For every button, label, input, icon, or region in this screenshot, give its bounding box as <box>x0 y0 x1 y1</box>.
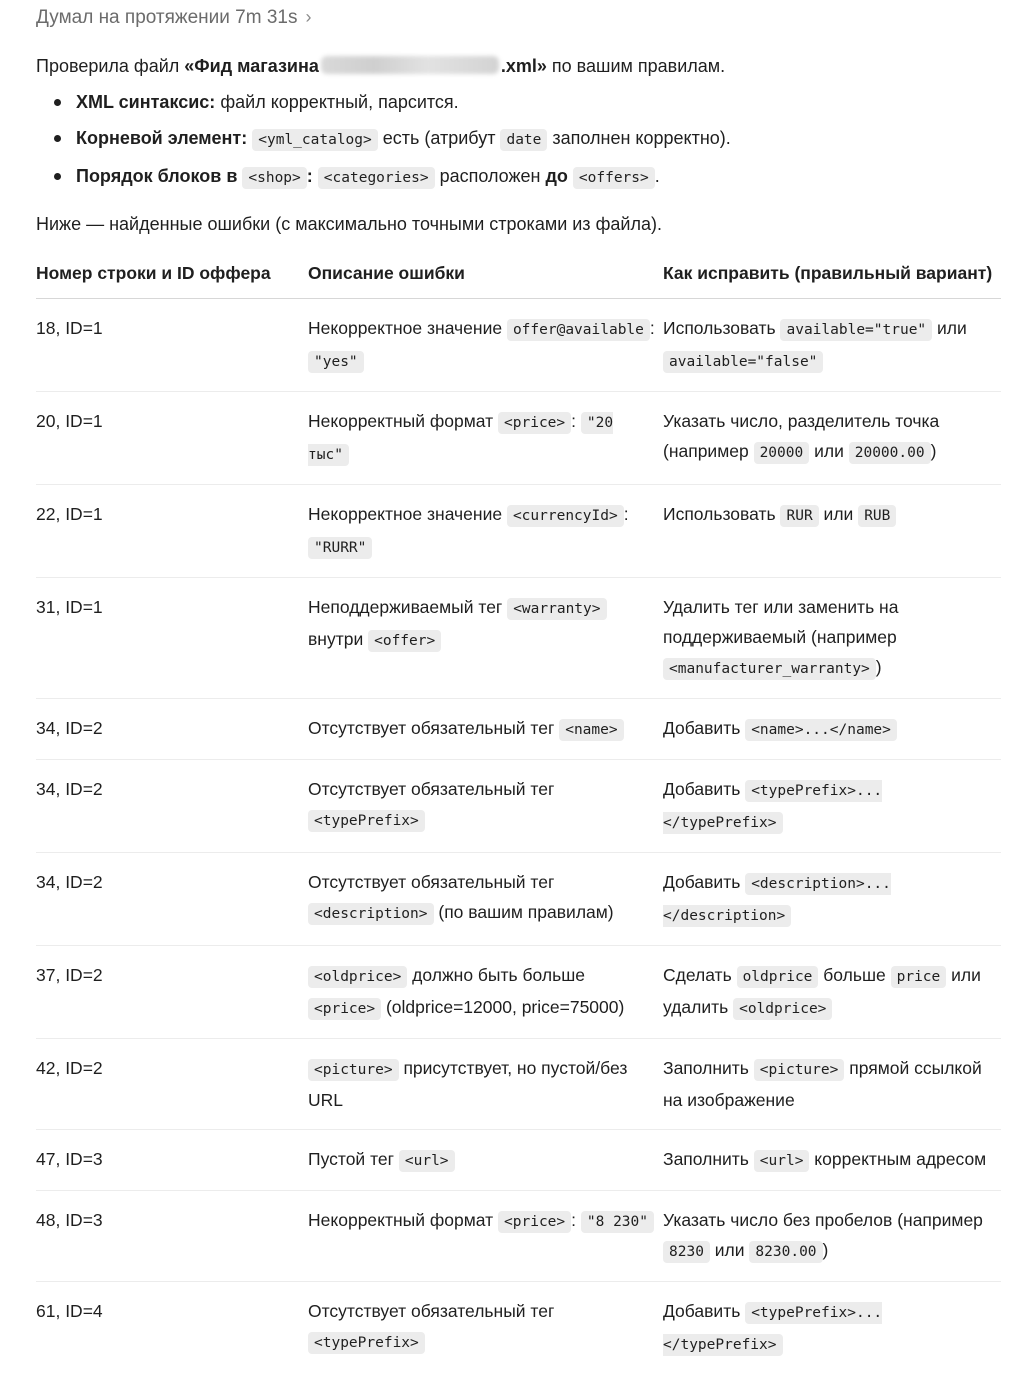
cell-fix <box>663 578 1001 699</box>
cell-description <box>308 946 663 1039</box>
cell-line-id: 34, ID=2 <box>36 760 308 853</box>
cell-text: ) <box>823 1240 829 1260</box>
inline-code: <typePrefix>...</typePrefix> <box>663 780 882 834</box>
cell-text: : <box>650 318 655 338</box>
inline-code: <shop> <box>242 167 306 189</box>
cell-fix <box>663 485 1001 578</box>
inline-code: <typePrefix> <box>308 1332 425 1354</box>
inline-code: <url> <box>754 1150 810 1172</box>
cell-text: (по вашим правилам) <box>434 902 614 922</box>
cell-text: Указать число, разделитель точка (например <box>663 411 939 461</box>
cell-fix <box>663 299 1001 392</box>
inline-code: <oldprice> <box>308 966 407 988</box>
inline-code: available="true" <box>780 319 932 341</box>
list-item <box>76 120 995 158</box>
inline-code: <picture> <box>308 1059 399 1081</box>
cell-text: Добавить <box>663 718 745 738</box>
cell-text: Добавить <box>663 779 745 799</box>
cell-text: присутствует, но пустой/без URL <box>308 1058 627 1110</box>
table-row <box>36 946 1001 1039</box>
inline-code: "yes" <box>308 351 364 373</box>
inline-code: <manufacturer_warranty> <box>663 658 876 680</box>
cell-fix <box>663 699 1001 760</box>
inline-code: 20000.00 <box>849 442 931 464</box>
inline-code: <typePrefix>...</typePrefix> <box>663 1302 882 1356</box>
intro-file-start: «Фид магазина <box>184 56 319 76</box>
inline-code: offer@available <box>507 319 650 341</box>
thinking-toggle[interactable] <box>36 0 995 36</box>
intro-paragraph <box>36 48 995 84</box>
table-row <box>36 1039 1001 1130</box>
inline-code: <offers> <box>573 167 655 189</box>
table-row <box>36 1282 1001 1374</box>
table-row <box>36 485 1001 578</box>
intro-prefix: Проверила файл <box>36 56 184 76</box>
cell-description <box>308 392 663 485</box>
inline-code: <price> <box>498 412 571 434</box>
inline-code: "20 тыс" <box>308 412 613 466</box>
cell-fix <box>663 392 1001 485</box>
cell-fix <box>663 1191 1001 1282</box>
bullet-bold: XML синтаксис: <box>76 92 215 112</box>
cell-text: Заполнить <box>663 1058 754 1078</box>
inline-code: 8230.00 <box>749 1241 822 1263</box>
inline-code: <name>...</name> <box>745 719 897 741</box>
cell-text: больше <box>818 965 890 985</box>
cell-text: Некорректное значение <box>308 504 507 524</box>
cell-line-id: 34, ID=2 <box>36 853 308 946</box>
bullet-bold: : <box>307 166 313 186</box>
cell-text: корректным адресом <box>809 1149 986 1169</box>
inline-code: <description> <box>308 903 434 925</box>
table-row <box>36 760 1001 853</box>
cell-text: : <box>624 504 629 524</box>
inline-code: 20000 <box>754 442 810 464</box>
inline-code: <url> <box>399 1150 455 1172</box>
cell-description <box>308 853 663 946</box>
cell-text: Сделать <box>663 965 737 985</box>
inline-code: price <box>891 966 947 988</box>
list-item <box>76 158 995 196</box>
cell-description <box>308 760 663 853</box>
inline-code: RUR <box>780 505 818 527</box>
column-header-description: Описание ошибки <box>308 248 663 299</box>
cell-description <box>308 1282 663 1374</box>
inline-code: <yml_catalog> <box>252 129 378 151</box>
cell-description <box>308 299 663 392</box>
cell-text: Отсутствует обязательный тег <box>308 779 554 799</box>
inline-code: <price> <box>498 1211 571 1233</box>
cell-text: Некорректный формат <box>308 411 498 431</box>
inline-code: <offer> <box>368 630 441 652</box>
inline-code: <price> <box>308 998 381 1020</box>
bullet-text: расположен <box>435 166 546 186</box>
cell-text: Отсутствует обязательный тег <box>308 718 559 738</box>
cell-fix <box>663 946 1001 1039</box>
cell-line-id: 34, ID=2 <box>36 699 308 760</box>
cell-text: Заполнить <box>663 1149 754 1169</box>
table-row <box>36 392 1001 485</box>
bullet-bold: Корневой элемент: <box>76 128 247 148</box>
redacted-blur <box>321 56 499 74</box>
cell-text: Некорректный формат <box>308 1210 498 1230</box>
cell-description <box>308 699 663 760</box>
table-row <box>36 699 1001 760</box>
cell-text: : <box>571 411 581 431</box>
cell-text: Использовать <box>663 318 780 338</box>
table-row <box>36 578 1001 699</box>
list-item <box>76 84 995 120</box>
inline-code: <warranty> <box>507 598 606 620</box>
cell-text: Добавить <box>663 872 745 892</box>
cell-text: или удалить <box>663 965 981 1017</box>
cell-text: или <box>809 441 849 461</box>
cell-text: Удалить тег или заменить на поддерживаемый (например <box>663 597 898 647</box>
cell-text: Использовать <box>663 504 780 524</box>
cell-description <box>308 1191 663 1282</box>
cell-text: внутри <box>308 629 368 649</box>
summary-list <box>36 84 995 196</box>
bullet-bold: Порядок блоков в <box>76 166 242 186</box>
bullet-text: . <box>655 166 660 186</box>
cell-text: Отсутствует обязательный тег <box>308 1301 554 1321</box>
inline-code: "RURR" <box>308 537 372 559</box>
cell-text: ) <box>931 441 937 461</box>
chevron-right-icon: › <box>305 7 311 28</box>
bullet-bold: до <box>545 166 567 186</box>
inline-code: <picture> <box>754 1059 845 1081</box>
cell-line-id: 47, ID=3 <box>36 1130 308 1191</box>
cell-fix <box>663 760 1001 853</box>
cell-description <box>308 485 663 578</box>
inline-code: <categories> <box>318 167 435 189</box>
cell-text: должно быть больше <box>407 965 585 985</box>
cell-text: ) <box>876 657 882 677</box>
cell-line-id: 20, ID=1 <box>36 392 308 485</box>
column-header-line: Номер строки и ID оффера <box>36 248 308 299</box>
inline-code: 8230 <box>663 1241 710 1263</box>
inline-code: available="false" <box>663 351 823 373</box>
cell-line-id: 31, ID=1 <box>36 578 308 699</box>
column-header-fix: Как исправить (правильный вариант) <box>663 248 1001 299</box>
cell-text: Отсутствует обязательный тег <box>308 872 554 892</box>
cell-description <box>308 1130 663 1191</box>
cell-description <box>308 1039 663 1130</box>
cell-text: или <box>932 318 967 338</box>
thinking-label: Думал на протяжении 7m 31s <box>36 7 297 29</box>
table-row <box>36 853 1001 946</box>
cell-line-id: 22, ID=1 <box>36 485 308 578</box>
inline-code: <currencyId> <box>507 505 624 527</box>
cell-fix <box>663 1130 1001 1191</box>
cell-text: (oldprice=12000, price=75000) <box>381 997 624 1017</box>
cell-text: Некорректное значение <box>308 318 507 338</box>
cell-text: : <box>571 1210 581 1230</box>
cell-line-id: 42, ID=2 <box>36 1039 308 1130</box>
intro-file-end: .xml» <box>501 56 547 76</box>
cell-text: прямой ссылкой на изображение <box>663 1058 982 1110</box>
bullet-text: есть (атрибут <box>378 128 501 148</box>
cell-line-id: 61, ID=4 <box>36 1282 308 1374</box>
table-row <box>36 1130 1001 1191</box>
cell-text: Указать число без пробелов (например <box>663 1210 983 1230</box>
cell-line-id: 48, ID=3 <box>36 1191 308 1282</box>
cell-text: Добавить <box>663 1301 745 1321</box>
cell-line-id: 18, ID=1 <box>36 299 308 392</box>
errors-intro: Ниже — найденные ошибки (с максимально точными строками из файла). <box>36 206 995 242</box>
inline-code: <oldprice> <box>733 998 832 1020</box>
inline-code: <description>... </description> <box>663 873 891 927</box>
bullet-text: файл корректный, парсится. <box>215 92 458 112</box>
inline-code: RUB <box>858 505 896 527</box>
cell-text: или <box>819 504 859 524</box>
cell-line-id: 37, ID=2 <box>36 946 308 1039</box>
inline-code: <typePrefix> <box>308 810 425 832</box>
errors-table <box>36 248 1001 1374</box>
table-row <box>36 1191 1001 1282</box>
cell-fix <box>663 1039 1001 1130</box>
table-row <box>36 299 1001 392</box>
cell-description <box>308 578 663 699</box>
inline-code: date <box>500 129 547 151</box>
inline-code: "8 230" <box>581 1211 654 1233</box>
cell-text: или <box>710 1240 750 1260</box>
cell-fix <box>663 1282 1001 1374</box>
inline-code: oldprice <box>737 966 819 988</box>
cell-text: Пустой тег <box>308 1149 399 1169</box>
bullet-text: заполнен корректно). <box>547 128 730 148</box>
cell-fix <box>663 853 1001 946</box>
intro-suffix: по вашим правилам. <box>547 56 725 76</box>
table-header-row <box>36 248 1001 299</box>
cell-text: Неподдерживаемый тег <box>308 597 507 617</box>
inline-code: <name> <box>559 719 623 741</box>
